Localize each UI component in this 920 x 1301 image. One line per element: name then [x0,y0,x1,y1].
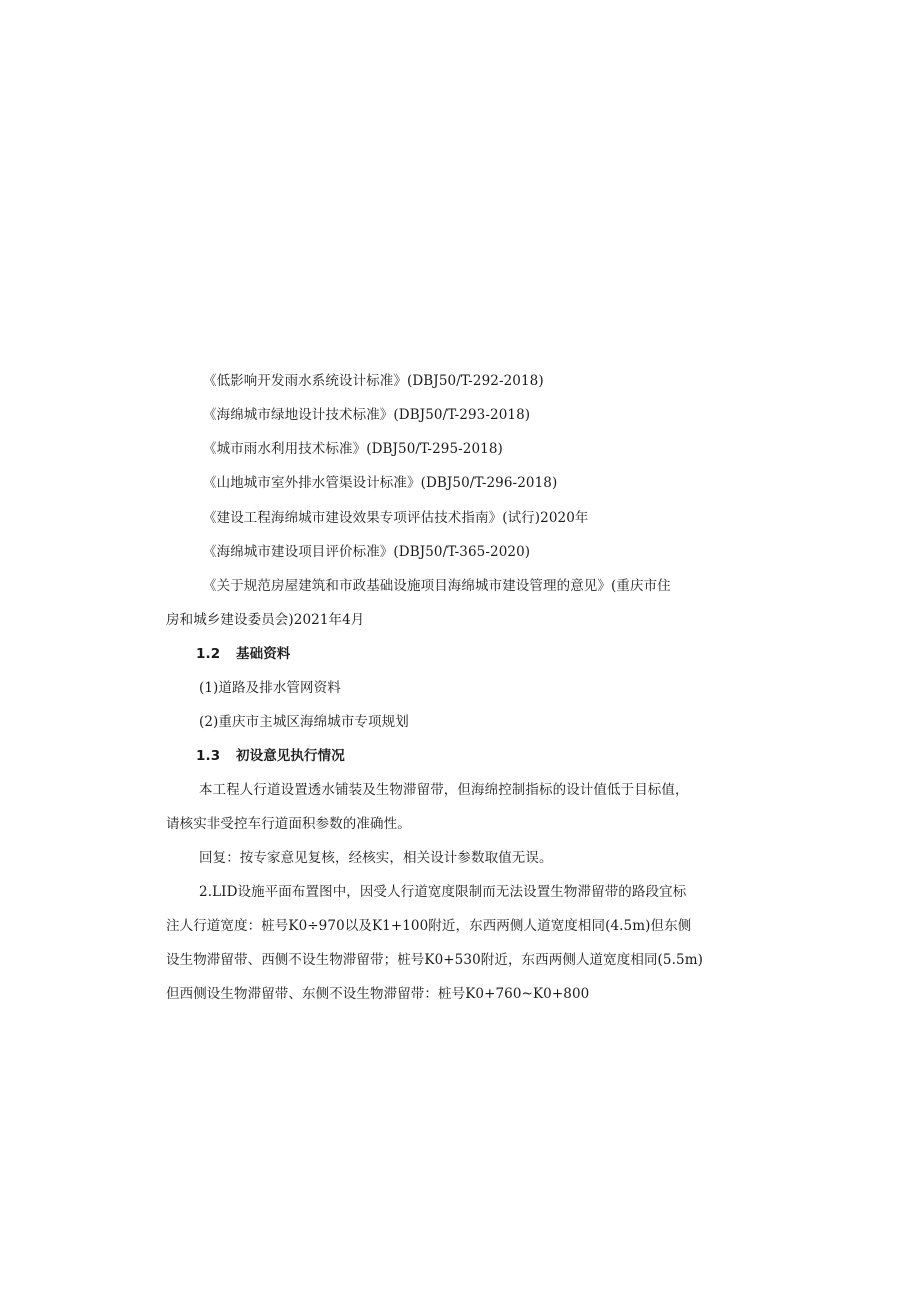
paragraph-line: 2.LID设施平面布置图中，因受人行道宽度限制而无法设置生物滞留带的路段宜标 [199,884,687,900]
reference-long-line2: 房和城乡建设委员会)2021年4月 [166,612,365,628]
paragraph-line: 注人行道宽度：桩号K0÷970以及K1+100附近，东西两侧人道宽度相同(4.5m)但东侧 [166,918,692,934]
reference-line: 《海绵城市绿地设计技术标准》(DBJ50/T-293-2018) [203,407,531,423]
paragraph-line: 请核实非受控车行道面积参数的准确性。 [166,816,411,832]
reference-line: 《海绵城市建设项目评价标准》(DBJ50/T-365-2020) [203,544,531,560]
section-heading-1-3 [196,746,345,766]
paragraph-line: 本工程人行道设置透水铺装及生物滞留带，但海绵控制指标的设计值低于目标值， [199,782,689,798]
paragraph-line: 设生物滞留带、西侧不设生物滞留带；桩号K0+530附近，东西两侧人道宽度相同(5.5m) [166,952,703,968]
section-title: 初设意见执行情况 [236,748,345,764]
reference-long-line1: 《关于规范房屋建筑和市政基础设施项目海绵城市建设管理的意见》(重庆市住 [203,578,671,594]
reply-line: 回复：按专家意见复核，经核实，相关设计参数取值无误。 [199,850,553,866]
section-heading-1-2 [196,644,290,664]
list-item: (1)道路及排水管网资料 [199,680,341,696]
section-number: 1.2 [196,646,221,662]
list-item: (2)重庆市主城区海绵城市专项规划 [199,714,409,730]
section-number: 1.3 [196,748,221,764]
reference-line: 《城市雨水利用技术标准》(DBJ50/T-295-2018) [203,441,503,457]
reference-line: 《低影响开发雨水系统设计标准》(DBJ50/T-292-2018) [203,373,544,389]
reference-line: 《山地城市室外排水管渠设计标准》(DBJ50/T-296-2018) [203,475,558,491]
reference-line: 《建设工程海绵城市建设效果专项评估技术指南》(试行)2020年 [203,510,589,526]
paragraph-line: 但西侧设生物滞留带、东侧不设生物滞留带：桩号K0+760~K0+800 [166,986,590,1002]
section-title: 基础资料 [236,646,291,662]
